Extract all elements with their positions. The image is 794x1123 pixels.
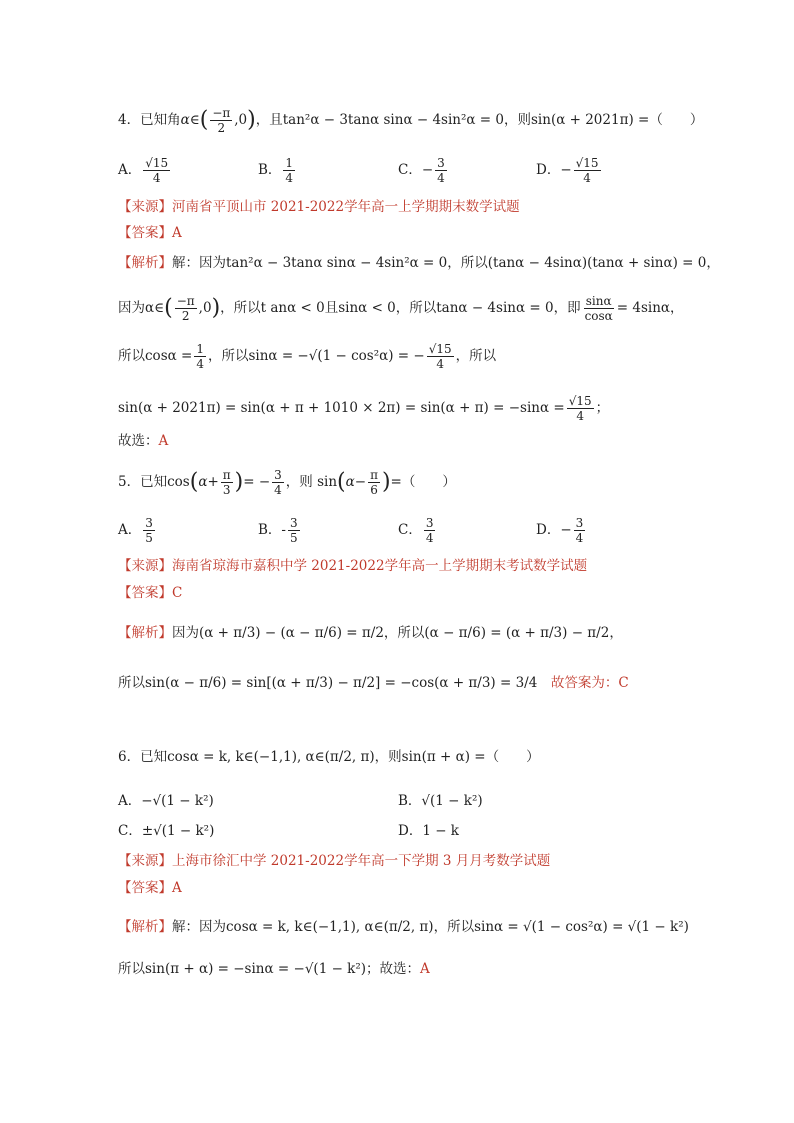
- q5-stem: 5．已知cos(α+ $\frac{\pi}{3}$ )= − $\frac{3}{4}$ ，则 sin(α− $\frac{\pi}{6}$ )=（ ）: [118, 468, 456, 497]
- q6-option-b: B．√(1 − k²): [398, 793, 483, 809]
- q5-source: 【来源】海南省琼海市嘉积中学 2021-2022学年高一上学期期末考试数学试题: [118, 558, 588, 574]
- q4-source: 【来源】河南省平顶山市 2021-2022学年高一上学期期末数学试题: [118, 199, 520, 215]
- q4-option-a: A． $\frac{√15}{4}$: [118, 156, 169, 185]
- q5-option-c: C． $\frac{3}{4}$: [398, 516, 434, 545]
- q4-option-b: B． $\frac{1}{4}$: [258, 156, 294, 185]
- q4-ask: sin(α + 2021π) =（ ）: [531, 112, 704, 128]
- q4-option-d: D．− $\frac{√15}{4}$: [536, 156, 599, 185]
- q4-final: 故选：A: [118, 433, 169, 449]
- q4-analysis-line1: 【解析】解：因为tan²α − 3tanα sinα − 4sin²α = 0，所以(tanα − 4sinα)(tanα + sinα) = 0，: [118, 255, 720, 271]
- q5-answer: 【答案】C: [118, 585, 183, 601]
- q5-analysis-line2: 所以sin(α − π/6) = sin[(α + π/3) − π/2] = −cos(α + π/3) = 3/4 故答案为：C: [118, 675, 629, 691]
- q6-option-a: A．−√(1 − k²): [118, 793, 214, 809]
- q4-cond: α∈: [180, 112, 200, 128]
- q6-stem: 6．已知cosα = k, k∈(−1,1), α∈(π/2, π)，则sin(π + α) =（ ）: [118, 749, 540, 765]
- q6-option-c: C．±√(1 − k²): [118, 823, 215, 839]
- q6-answer: 【答案】A: [118, 880, 182, 896]
- q5-analysis-line1: 【解析】因为(α + π/3) − (α − π/6) = π/2，所以(α − π/6) = (α + π/3) − π/2，: [118, 625, 623, 641]
- q4-analysis-line2: 因为α∈( $\frac{-\pi}{2}$ ,0)，所以t anα < 0且sinα < 0，所以tanα − 4sinα = 0，即 $\frac{\sin\alpha}{\cos\alpha}$ = 4sinα，: [118, 294, 684, 323]
- q6-analysis-line1: 【解析】解：因为cosα = k, k∈(−1,1), α∈(π/2, π)，所以sinα = √(1 − cos²α) = √(1 − k²): [118, 919, 689, 935]
- q5-option-a: A． $\frac{3}{5}$: [118, 516, 153, 545]
- q4-frac-pi2: $\frac{-\pi}{2}$: [212, 106, 231, 135]
- q4-analysis-tag: 【解析】: [118, 255, 172, 271]
- q4-condition: ，且tan²α − 3tanα sinα − 4sin²α = 0，则: [255, 112, 531, 128]
- q6-source: 【来源】上海市徐汇中学 2021-2022学年高一下学期 3 月月考数学试题: [118, 853, 551, 869]
- q6-analysis-line2: 所以sin(π + α) = −sinα = −√(1 − k²)；故选：A: [118, 961, 430, 977]
- q4-analysis-line3: 所以cosα = $\frac{1}{4}$ ，所以sinα = −√(1 − cos²α) = − $\frac{√15}{4}$ ，所以: [118, 342, 497, 371]
- q4-stem: 4．已知角α∈( $\frac{-\pi}{2}$ ,0)，且tan²α − 3tanα sinα − 4sin²α = 0，则sin(α + 2021π) =（ ）: [118, 106, 704, 135]
- q4-lead: 4．已知角: [118, 112, 181, 128]
- q4-option-c: C．− $\frac{3}{4}$: [398, 156, 445, 185]
- q6-option-d: D．1 − k: [398, 823, 459, 839]
- q4-analysis-line4: sin(α + 2021π) = sin(α + π + 1010 × 2π) = sin(α + π) = −sinα = $\frac{√15}{4}$ ；: [118, 394, 610, 423]
- q4-answer: 【答案】A: [118, 225, 182, 241]
- q5-option-d: D．− $\frac{3}{4}$: [536, 516, 584, 545]
- q5-option-b: B．- $\frac{3}{5}$: [258, 516, 298, 545]
